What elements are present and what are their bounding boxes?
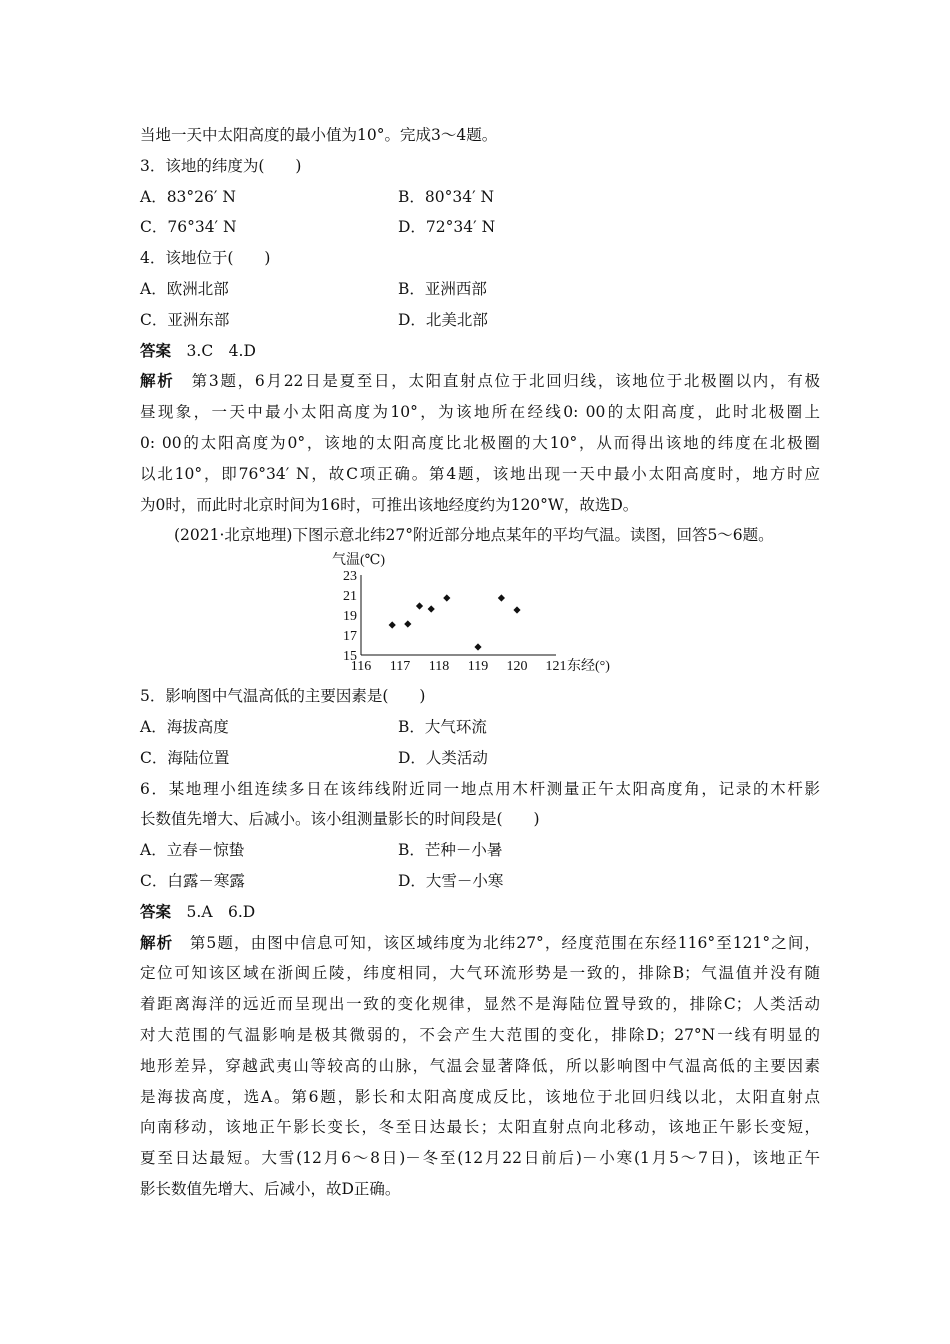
intro-2: (2021·北京地理)下图示意北纬27°附近部分地点某年的平均气温。读图，回答5～6题。 [174,526,774,545]
answer-2 [140,897,820,928]
answer-1-text: 3.C 4.D [186,341,256,360]
temperature-chart [140,551,820,681]
q4-option-b: B．亚洲西部 [398,279,487,298]
q4-option-d: D．北美北部 [398,310,488,329]
q4-option-a: A．欧洲北部 [140,279,229,298]
question-3-options-row-2 [140,212,820,243]
x-tick-label: 117 [389,659,411,675]
data-point [474,644,481,651]
analysis-2-line: 影长数值先增大、后减小，故D正确。 [140,1179,401,1198]
q6-option-c: C．白露－寒露 [140,871,245,890]
q3-option-d: D．72°34′ N [398,218,496,237]
data-points [389,595,521,651]
q6-option-d: D．大雪－小寒 [398,871,504,890]
x-tick-label: 116 [350,659,372,675]
q5-option-d: D．人类活动 [398,748,488,767]
x-axis-label: 东经(°) [567,659,610,675]
question-4-stem: 4．该地位于( ) [140,249,271,268]
question-6-options-row-1 [140,835,820,866]
document-page [140,120,820,1205]
question-4-options-row-2 [140,305,820,336]
y-tick-label: 17 [343,629,357,645]
q4-option-c: C．亚洲东部 [140,310,230,329]
answer-1-label: 答案 [140,340,172,360]
analysis-1-line: 为0时，而此时北京时间为16时，可推出该地经度约为120°W，故选D。 [140,495,639,514]
y-tick-label: 23 [343,569,357,585]
question-5-options-row-1 [140,712,820,743]
analysis-2-line: 着距离海洋的远近而呈现出一致的变化规律，显然不是海陆位置导致的，排除C；人类活动 [140,995,820,1014]
y-tick-label: 21 [343,589,357,605]
question-5-stem: 5．影响图中气温高低的主要因素是( ) [140,687,426,706]
data-point [428,606,435,613]
data-point [404,621,411,628]
data-point [498,595,505,602]
y-axis-label: 气温(℃) [332,553,385,569]
answer-2-text: 5.A 6.D [186,902,256,921]
analysis-1-line: 以北10°，即76°34′ N，故C项正确。第4题，该地出现一天中最小太阳高度时，地方时应 [140,464,820,483]
data-point [513,607,520,614]
question-4-options-row-1 [140,274,820,305]
x-ticks [351,659,567,674]
q3-option-b: B．80°34′ N [398,187,495,206]
analysis-2-line: 对大范围的气温影响是极其微弱的，不会产生大范围的变化，排除D；27°N一线有明显的 [140,1025,820,1044]
question-6-stem-line: 6．某地理小组连续多日在该纬线附近同一地点用木杆测量正午太阳高度角，记录的木杆影 [140,779,820,798]
q3-option-c: C．76°34′ N [140,218,237,237]
q5-option-c: C．海陆位置 [140,748,230,767]
q3-option-a: A．83°26′ N [140,187,236,206]
y-ticks [343,569,357,664]
analysis-2-line: 是海拔高度，选A。第6题，影长和太阳高度成反比，该地位于北回归线以北，太阳直射点 [140,1087,820,1106]
q5-option-b: B．大气环流 [398,717,487,736]
analysis-2-line: 向南移动，该地正午影长变长，冬至日达最长；太阳直射点向北移动，该地正午影长变短， [140,1118,820,1137]
y-tick-label: 19 [343,609,357,625]
q6-option-b: B．芒种－小暑 [398,841,503,860]
analysis-1-line: 昼现象，一天中最小太阳高度为10°，为该地所在经线0: 00的太阳高度，此时北极圈上 [140,403,820,422]
question-6-options-row-2 [140,866,820,897]
q5-option-a: A．海拔高度 [140,717,229,736]
x-tick-label: 118 [428,659,450,675]
analysis-1 [140,366,820,520]
answer-1 [140,336,820,367]
scatter-plot [326,551,626,681]
answer-2-label: 答案 [140,901,172,921]
question-5-options-row-2 [140,743,820,774]
analysis-2-line: 解析 第5题，由图中信息可知，该区域纬度为北纬27°，经度范围在东经116°至121°之间， [140,932,820,952]
analysis-2-line: 地形差异，穿越武夷山等较高的山脉，气温会显著降低，所以影响图中气温高低的主要因素 [140,1056,820,1075]
x-tick-label: 120 [506,659,528,675]
analysis-1-label: 解析 [140,371,175,391]
data-point [443,595,450,602]
data-point [389,622,396,629]
question-6-stem-line: 长数值先增大、后减小。该小组测量影长的时间段是( ) [140,810,540,829]
x-tick-label: 121 [545,659,567,675]
question-3-options-row-1 [140,182,820,213]
y-tick-label: 15 [343,649,357,665]
analysis-1-line: 解析 第3题，6月22日是夏至日，太阳直射点位于北回归线，该地位于北极圈以内，有极 [140,371,820,391]
question-3-stem: 3．该地的纬度为( ) [140,156,302,175]
analysis-2-line: 夏至日达最短。大雪(12月6～8日)－冬至(12月22日前后)－小寒(1月5～7日)，该地正午 [140,1149,820,1168]
analysis-2-line: 定位可知该区域在浙闽丘陵，纬度相同，大气环流形势是一致的，排除B；气温值并没有随 [140,964,820,983]
x-tick-label: 119 [467,659,489,675]
q6-option-a: A．立春－惊蛰 [140,841,245,860]
data-point [416,603,423,610]
intro-tail: 当地一天中太阳高度的最小值为10°。完成3～4题。 [140,126,498,144]
analysis-1-line: 0: 00的太阳高度为0°，该地的太阳高度比北极圈的大10°，从而得出该地的纬度在北极圈 [140,433,820,452]
analysis-2 [140,928,820,1205]
analysis-2-label: 解析 [140,932,174,952]
